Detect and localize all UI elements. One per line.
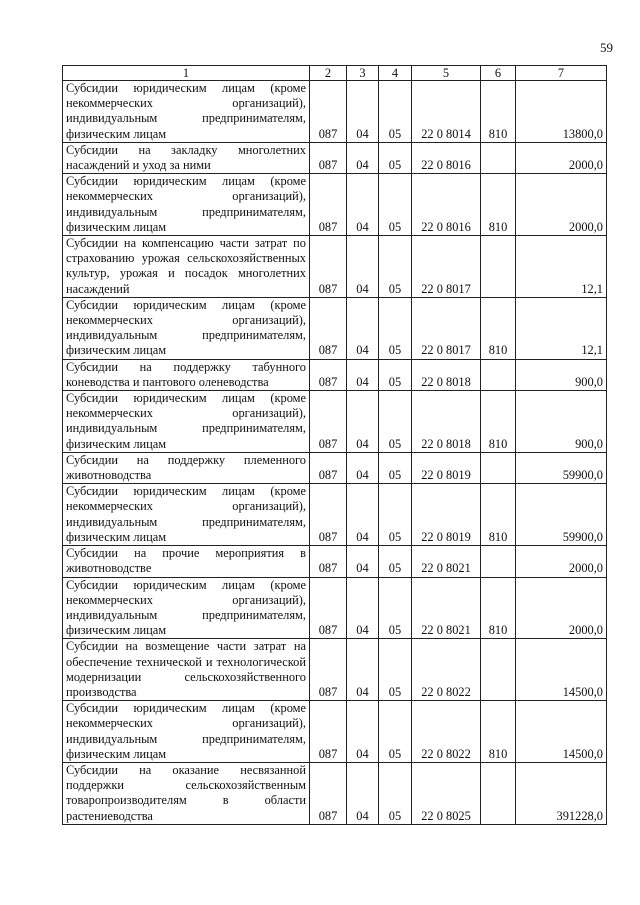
table-body (63, 81, 607, 825)
row-admin-code-cell: 087 (310, 142, 347, 173)
row-admin-code-cell: 087 (310, 701, 347, 763)
row-amount-cell: 2000,0 (516, 174, 607, 236)
row-expense-type-cell: 810 (481, 174, 516, 236)
row-subsection-cell: 05 (379, 391, 412, 453)
row-section-cell: 04 (347, 297, 379, 359)
row-admin-code-cell: 087 (310, 359, 347, 390)
row-subsection-cell: 05 (379, 452, 412, 483)
table-row (63, 391, 607, 453)
row-amount-cell: 14500,0 (516, 639, 607, 701)
row-admin-code-cell: 087 (310, 452, 347, 483)
row-subsection-cell: 05 (379, 762, 412, 824)
row-subsection-cell: 05 (379, 359, 412, 390)
page-number: 59 (600, 40, 613, 55)
table-row (63, 484, 607, 546)
row-expense-type-cell (481, 762, 516, 824)
header-cell-1: 1 (63, 66, 310, 81)
row-name-cell: Субсидии на закладку многолетних насаждений и уход за ними (63, 142, 310, 173)
table-row (63, 142, 607, 173)
row-amount-cell: 13800,0 (516, 81, 607, 143)
row-admin-code-cell: 087 (310, 762, 347, 824)
row-subsection-cell: 05 (379, 297, 412, 359)
row-expense-type-cell: 810 (481, 297, 516, 359)
row-expense-type-cell (481, 452, 516, 483)
row-admin-code-cell: 087 (310, 81, 347, 143)
row-expense-type-cell: 810 (481, 391, 516, 453)
row-target-article-cell: 22 0 8022 (412, 639, 481, 701)
header-cell-7: 7 (516, 66, 607, 81)
row-section-cell: 04 (347, 484, 379, 546)
row-admin-code-cell: 087 (310, 484, 347, 546)
row-subsection-cell: 05 (379, 81, 412, 143)
row-amount-cell: 12,1 (516, 297, 607, 359)
row-section-cell: 04 (347, 142, 379, 173)
row-expense-type-cell: 810 (481, 484, 516, 546)
row-name-cell: Субсидии юридическим лицам (кроме некоммерческих организаций), индивидуальным предпринимателям, физическим лицам (63, 297, 310, 359)
row-section-cell: 04 (347, 81, 379, 143)
row-amount-cell: 2000,0 (516, 546, 607, 577)
row-name-cell: Субсидии юридическим лицам (кроме некоммерческих организаций), индивидуальным предпринимателям, физическим лицам (63, 174, 310, 236)
row-target-article-cell: 22 0 8021 (412, 546, 481, 577)
table-row (63, 762, 607, 824)
row-admin-code-cell: 087 (310, 577, 347, 639)
table-row (63, 701, 607, 763)
row-target-article-cell: 22 0 8019 (412, 484, 481, 546)
table-row (63, 359, 607, 390)
header-cell-3: 3 (347, 66, 379, 81)
header-row (63, 66, 607, 81)
row-subsection-cell: 05 (379, 142, 412, 173)
row-admin-code-cell: 087 (310, 546, 347, 577)
table-row (63, 546, 607, 577)
row-expense-type-cell (481, 142, 516, 173)
row-admin-code-cell: 087 (310, 297, 347, 359)
row-subsection-cell: 05 (379, 577, 412, 639)
row-section-cell: 04 (347, 762, 379, 824)
row-section-cell: 04 (347, 391, 379, 453)
row-subsection-cell: 05 (379, 174, 412, 236)
row-name-cell: Субсидии на компенсацию части затрат по страхованию урожая сельскохозяйственных культур, урожая и посадок многолетних насаждений (63, 236, 310, 298)
row-section-cell: 04 (347, 577, 379, 639)
header-cell-5: 5 (412, 66, 481, 81)
row-amount-cell: 2000,0 (516, 142, 607, 173)
row-expense-type-cell: 810 (481, 577, 516, 639)
row-amount-cell: 59900,0 (516, 484, 607, 546)
row-target-article-cell: 22 0 8017 (412, 236, 481, 298)
row-amount-cell: 900,0 (516, 391, 607, 453)
row-section-cell: 04 (347, 546, 379, 577)
table-row (63, 577, 607, 639)
row-expense-type-cell (481, 359, 516, 390)
row-section-cell: 04 (347, 639, 379, 701)
row-name-cell: Субсидии на оказание несвязанной поддержки сельскохозяйственным товаропроизводителям в области растениеводства (63, 762, 310, 824)
row-subsection-cell: 05 (379, 236, 412, 298)
row-target-article-cell: 22 0 8016 (412, 142, 481, 173)
row-name-cell: Субсидии юридическим лицам (кроме некоммерческих организаций), индивидуальным предпринимателям, физическим лицам (63, 577, 310, 639)
row-expense-type-cell: 810 (481, 701, 516, 763)
row-amount-cell: 900,0 (516, 359, 607, 390)
row-amount-cell: 14500,0 (516, 701, 607, 763)
table-row (63, 81, 607, 143)
row-subsection-cell: 05 (379, 546, 412, 577)
row-section-cell: 04 (347, 452, 379, 483)
row-amount-cell: 2000,0 (516, 577, 607, 639)
row-target-article-cell: 22 0 8016 (412, 174, 481, 236)
table-row (63, 452, 607, 483)
row-subsection-cell: 05 (379, 639, 412, 701)
row-amount-cell: 12,1 (516, 236, 607, 298)
row-expense-type-cell (481, 236, 516, 298)
row-name-cell: Субсидии на возмещение части затрат на обеспечение технической и технологической модернизации сельскохозяйственного производства (63, 639, 310, 701)
row-target-article-cell: 22 0 8018 (412, 359, 481, 390)
row-name-cell: Субсидии на поддержку табунного коневодства и пантового оленеводства (63, 359, 310, 390)
row-section-cell: 04 (347, 174, 379, 236)
row-name-cell: Субсидии юридическим лицам (кроме некоммерческих организаций), индивидуальным предпринимателям, физическим лицам (63, 81, 310, 143)
row-target-article-cell: 22 0 8014 (412, 81, 481, 143)
row-admin-code-cell: 087 (310, 639, 347, 701)
row-expense-type-cell (481, 546, 516, 577)
row-section-cell: 04 (347, 701, 379, 763)
row-target-article-cell: 22 0 8022 (412, 701, 481, 763)
row-name-cell: Субсидии юридическим лицам (кроме некоммерческих организаций), индивидуальным предпринимателям, физическим лицам (63, 391, 310, 453)
row-target-article-cell: 22 0 8019 (412, 452, 481, 483)
row-name-cell: Субсидии на поддержку племенного животноводства (63, 452, 310, 483)
header-cell-6: 6 (481, 66, 516, 81)
table-row (63, 236, 607, 298)
table-row (63, 174, 607, 236)
row-admin-code-cell: 087 (310, 174, 347, 236)
header-cell-2: 2 (310, 66, 347, 81)
row-section-cell: 04 (347, 236, 379, 298)
budget-table (62, 65, 607, 825)
table-row (63, 639, 607, 701)
row-expense-type-cell (481, 639, 516, 701)
row-subsection-cell: 05 (379, 484, 412, 546)
row-admin-code-cell: 087 (310, 391, 347, 453)
row-target-article-cell: 22 0 8018 (412, 391, 481, 453)
row-expense-type-cell: 810 (481, 81, 516, 143)
row-name-cell: Субсидии юридическим лицам (кроме некоммерческих организаций), индивидуальным предпринимателям, физическим лицам (63, 701, 310, 763)
row-amount-cell: 59900,0 (516, 452, 607, 483)
row-name-cell: Субсидии юридическим лицам (кроме некоммерческих организаций), индивидуальным предпринимателям, физическим лицам (63, 484, 310, 546)
row-amount-cell: 391228,0 (516, 762, 607, 824)
row-target-article-cell: 22 0 8017 (412, 297, 481, 359)
row-target-article-cell: 22 0 8021 (412, 577, 481, 639)
row-name-cell: Субсидии на прочие мероприятия в животноводстве (63, 546, 310, 577)
row-admin-code-cell: 087 (310, 236, 347, 298)
row-target-article-cell: 22 0 8025 (412, 762, 481, 824)
row-section-cell: 04 (347, 359, 379, 390)
row-subsection-cell: 05 (379, 701, 412, 763)
table-row (63, 297, 607, 359)
header-cell-4: 4 (379, 66, 412, 81)
